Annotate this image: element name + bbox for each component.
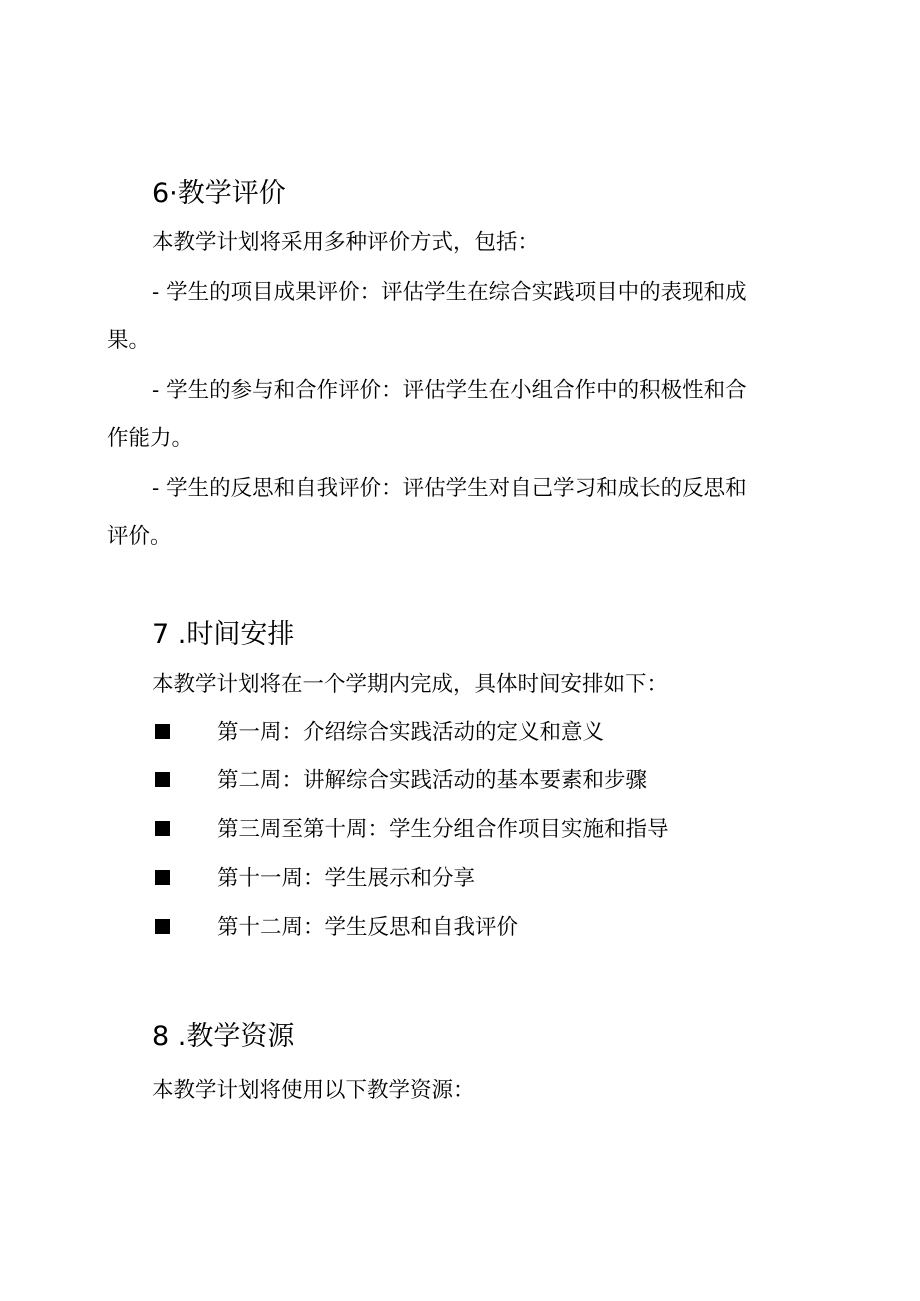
schedule-item-text: 第一周：介绍综合实践活动的定义和意义 — [217, 720, 605, 745]
evaluation-item-1-line-2: 果。 — [107, 328, 151, 353]
section-8-intro: 本教学计划将使用以下教学资源： — [152, 1078, 475, 1103]
evaluation-item-2-line-1: - 学生的参与和合作评价：评估学生在小组合作中的积极性和合 — [152, 378, 747, 403]
schedule-item — [152, 864, 752, 894]
square-bullet-icon — [155, 870, 170, 885]
evaluation-item-2-line-2: 作能力。 — [107, 426, 194, 451]
section-8-heading: 8 .教学资源 — [152, 1021, 295, 1052]
schedule-item — [152, 815, 752, 845]
evaluation-item-3-line-1: - 学生的反思和自我评价：评估学生对自己学习和成长的反思和 — [152, 476, 747, 501]
schedule-item-text: 第二周：讲解综合实践活动的基本要素和步骤 — [217, 768, 648, 793]
schedule-item-text: 第十二周：学生反思和自我评价 — [217, 915, 519, 940]
schedule-item — [152, 718, 752, 748]
square-bullet-icon — [155, 821, 170, 836]
square-bullet-icon — [155, 724, 170, 739]
section-6-intro: 本教学计划将采用多种评价方式，包括： — [152, 230, 540, 255]
schedule-item-text: 第三周至第十周：学生分组合作项目实施和指导 — [217, 817, 669, 842]
square-bullet-icon — [155, 919, 170, 934]
square-bullet-icon — [155, 772, 170, 787]
section-7-heading: 7 .时间安排 — [152, 619, 295, 650]
section-7-intro: 本教学计划将在一个学期内完成，具体时间安排如下： — [152, 672, 669, 697]
evaluation-item-1-line-1: - 学生的项目成果评价：评估学生在综合实践项目中的表现和成 — [152, 280, 747, 305]
schedule-item — [152, 766, 752, 796]
section-6-heading: 6·教学评价 — [152, 178, 286, 209]
schedule-item — [152, 913, 752, 943]
evaluation-item-3-line-2: 评价。 — [107, 524, 172, 549]
schedule-item-text: 第十一周：学生展示和分享 — [217, 866, 476, 891]
